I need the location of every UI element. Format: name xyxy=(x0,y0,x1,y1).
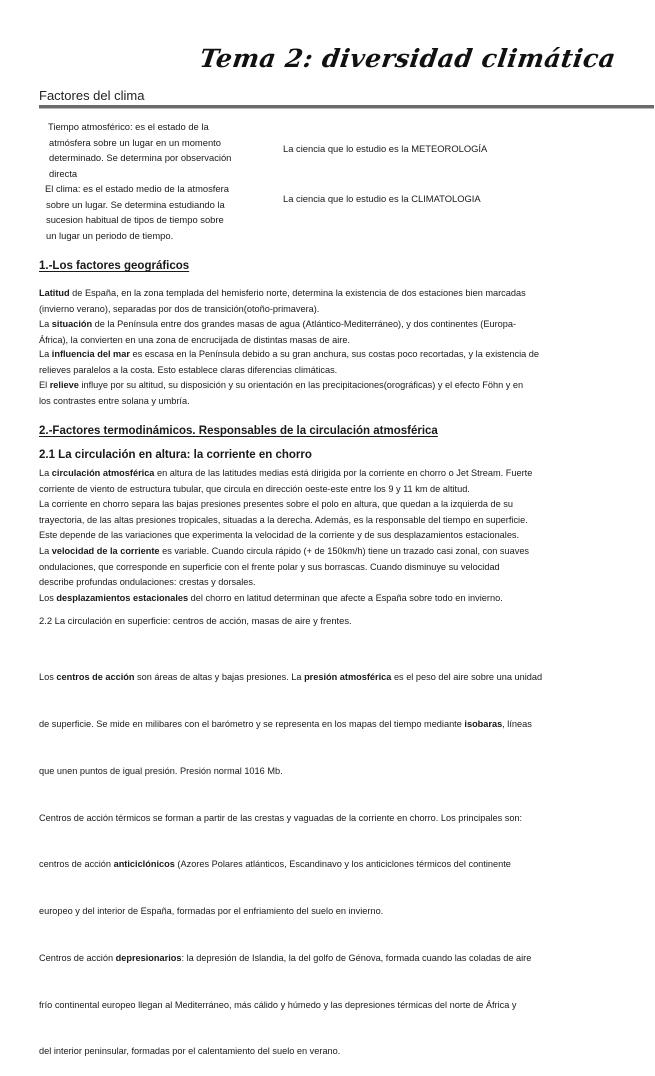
text: El xyxy=(39,380,50,390)
section-title: Factores del clima xyxy=(39,88,145,103)
text-line: los contrastes entre solana y umbría. xyxy=(39,395,190,406)
text: (Azores Polares atlánticos, Escandinavo y los anticiclones térmicos del continente xyxy=(174,859,511,870)
text-line: corriente de viento de estructura tubular, que circula en dirección oeste-este entre los 9 y 11 km de altitud. xyxy=(39,483,470,494)
text: La xyxy=(39,349,52,359)
definition-line: un lugar un periodo de tiempo. xyxy=(46,230,174,242)
text: es escasa en la Península debido a su gran anchura, sus costas poco recortadas, y la existencia de xyxy=(129,349,539,359)
text: influye por su altitud, su disposición y su orientación en las precipitaciones(orográficas) y el efecto Föhn y en xyxy=(78,380,524,390)
definition-line: sucesion habitual de tipos de tiempo sobre xyxy=(46,214,224,226)
definition-line: sobre un lugar. Se determina estudiando la xyxy=(46,198,225,210)
text: en altura de las latitudes medias está dirigida por la corriente en chorro o Jet Stream. Fuerte xyxy=(154,468,533,478)
term-latitud: Latitud xyxy=(39,288,70,298)
text-line: ondulaciones, que corresponde en superficie con el frente polar y sus borrascas. Cuando disminuye su velocidad xyxy=(39,561,500,572)
text-line: frío continental europeo llegan al Mediterráneo, más cálido y húmedo y las depresiones térmicas del norte de África y xyxy=(39,999,517,1010)
paragraph-influencia-mar xyxy=(39,347,539,378)
heading-surface-circulation: 2.2 La circulación en superficie: centros de acción, masas de aire y frentes. xyxy=(39,615,352,626)
paragraph-relieve xyxy=(39,378,523,409)
paragraph-circulacion xyxy=(39,466,532,606)
page-title-text: Tema 2: diversidad climática xyxy=(197,44,618,73)
text: del chorro en latitud determinan que afecte a España sobre todo en invierno. xyxy=(188,592,503,603)
text: de superficie. Se mide en milibares con el barómetro y se representa en los mapas del tiempo mediante xyxy=(39,718,465,729)
section-divider xyxy=(39,105,654,108)
text-line: (invierno verano), separadas por dos de transición(otoño-primavera). xyxy=(39,303,320,314)
term-anticiclonicos: anticiclónicos xyxy=(113,859,175,870)
text-line: europeo y del interior de España, formadas por el enfriamiento del suelo en invierno. xyxy=(39,906,384,917)
science-climatology: La ciencia que lo estudio es la CLIMATOLOGIA xyxy=(283,193,481,204)
science-meteorology: La ciencia que lo estudio es la METEOROLOGÍA xyxy=(283,143,488,154)
term-circulacion: circulación atmosférica xyxy=(51,468,155,478)
term-presion: presión atmosférica xyxy=(304,672,392,683)
definition-line: El clima: es el estado medio de la atmosfera xyxy=(45,183,229,194)
definition-line: directa xyxy=(49,168,78,180)
paragraph-centros-accion xyxy=(39,639,542,1076)
text: de la Península entre dos grandes masas de agua (Atlántico-Mediterráneo), y dos continentes (Europa- xyxy=(92,319,517,329)
text-line: trayectoria, de las altas presiones tropicales, situadas a la derecha. Además, es la responsable del tiempo en superficie. xyxy=(39,514,528,525)
term-influencia-mar: influencia del mar xyxy=(51,349,130,359)
term-centros-accion: centros de acción xyxy=(56,672,135,683)
paragraph-situacion xyxy=(39,317,516,348)
term-isobaras: isobaras xyxy=(464,718,503,729)
term-situacion: situación xyxy=(51,319,93,329)
text: Los xyxy=(39,672,57,683)
text: Los xyxy=(39,592,57,603)
heading-thermodynamic-factors: 2.-Factores termodinámicos. Responsables de la circulación atmosférica xyxy=(39,425,438,437)
term-velocidad: velocidad de la corriente xyxy=(51,545,160,556)
text-line: Este depende de las variaciones que experimenta la velocidad de la corriente y de sus desplazamientos estacionales. xyxy=(39,530,520,541)
heading-geographic-factors: 1.-Los factores geográficos xyxy=(39,260,190,272)
definition-line: determinado. Se determina por observación xyxy=(49,152,232,164)
text: centros de acción xyxy=(39,859,114,870)
text-line: Centros de acción térmicos se forman a partir de las crestas y vaguadas de la corriente en chorro. Los principales son: xyxy=(39,812,523,823)
definition-line: atmósfera sobre un lugar en un momento xyxy=(49,136,221,148)
definition-weather xyxy=(48,119,268,182)
text-line: La corriente en chorro separa las bajas presiones presentes sobre el polo en altura, que quedan a la izquierda de su xyxy=(39,499,513,510)
text: es el peso del aire sobre una unidad xyxy=(391,672,543,683)
text-line: del interior peninsular, formadas por el calentamiento del suelo en verano. xyxy=(39,1046,341,1057)
text-line: describe profundas ondulaciones: crestas y dorsales. xyxy=(39,577,256,588)
text-line: que unen puntos de igual presión. Presión normal 1016 Mb. xyxy=(39,765,283,776)
text: La xyxy=(39,468,52,478)
page-title xyxy=(0,44,655,73)
term-relieve: relieve xyxy=(49,380,79,390)
text: La xyxy=(39,545,52,556)
term-depresionarios: depresionarios xyxy=(115,952,182,963)
text: de España, en la zona templada del hemisferio norte, determina la existencia de dos estaciones bien marcadas xyxy=(69,288,526,298)
text: : la depresión de Islandia, la del golfo de Génova, formada cuando las coladas de aire xyxy=(181,952,532,963)
term-desplazamientos: desplazamientos estacionales xyxy=(56,592,189,603)
text-line: África), la convierten en una zona de encrucijada de distintas masas de aire. xyxy=(39,334,351,345)
text-line: relieves paralelos a la costa. Esto establece claras diferencias climáticas. xyxy=(39,364,338,375)
text: Centros de acción xyxy=(39,952,116,963)
text: La xyxy=(39,319,52,329)
text: es variable. Cuando circula rápido (+ de 150km/h) tiene un trazado casi zonal, con suaves xyxy=(159,545,530,556)
definition-line: Tiempo atmosférico: es el estado de la xyxy=(48,121,209,132)
text: , líneas xyxy=(502,718,532,729)
text: son áreas de altas y bajas presiones. La xyxy=(134,672,305,683)
definition-climate xyxy=(45,181,265,244)
paragraph-latitud xyxy=(39,286,526,317)
heading-upper-circulation: 2.1 La circulación en altura: la corriente en chorro xyxy=(39,449,312,461)
